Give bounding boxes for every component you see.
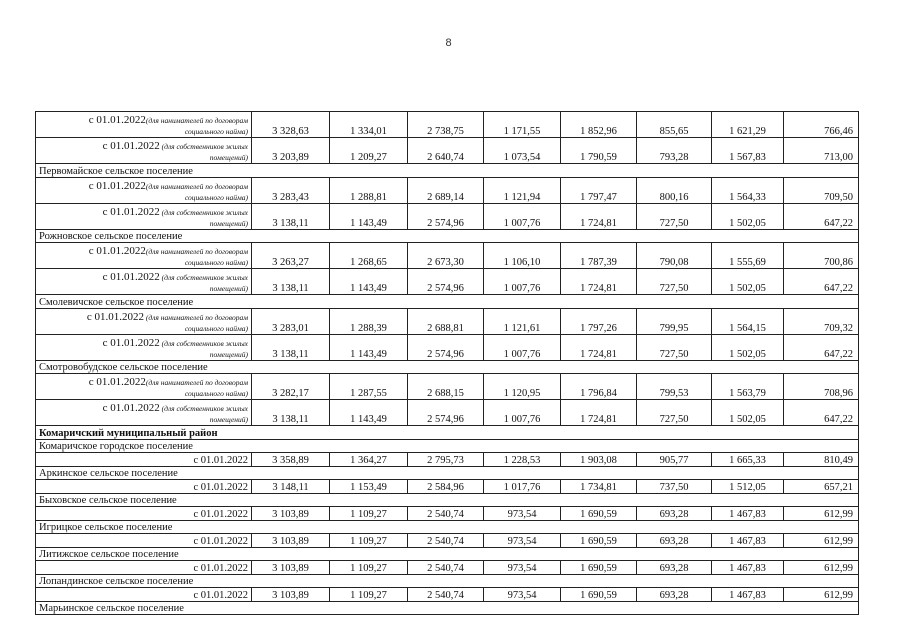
tariff-row <box>36 308 859 334</box>
period-line <box>39 141 248 152</box>
tariff-row <box>36 453 859 467</box>
tariff-row <box>36 334 859 360</box>
tariff-value: 1 143,49 <box>330 334 408 360</box>
settlement-name: Игрицкое сельское поселение <box>36 520 859 534</box>
tariff-value: 3 283,01 <box>252 308 330 334</box>
tariff-value: 647,22 <box>784 400 859 426</box>
tariff-period-label <box>36 400 252 426</box>
tariff-value: 1 690,59 <box>561 534 637 548</box>
period-line <box>39 115 248 126</box>
tariff-value: 1 467,83 <box>712 561 784 575</box>
tariff-value: 3 282,17 <box>252 374 330 400</box>
tariff-value: 3 358,89 <box>252 453 330 467</box>
settlement-name: Литижское сельское поселение <box>36 547 859 561</box>
tariff-value: 647,22 <box>784 334 859 360</box>
tariff-value: 1 209,27 <box>330 138 408 164</box>
tariff-value: 2 574,96 <box>408 269 484 295</box>
tariff-value: 1 288,81 <box>330 177 408 203</box>
tariff-value: 1 171,55 <box>484 112 561 138</box>
tariff-value: 709,50 <box>784 177 859 203</box>
tariff-value: 737,50 <box>637 480 712 494</box>
period-note-continued: социального найма) <box>184 258 248 267</box>
tariff-row <box>36 534 859 548</box>
tariff-value: 1 724,81 <box>561 269 637 295</box>
period-line <box>39 181 248 192</box>
period-date: с 01.01.2022 <box>102 140 160 152</box>
tariff-row <box>36 400 859 426</box>
tariff-value: 3 328,63 <box>252 112 330 138</box>
tariff-value: 1 007,76 <box>484 203 561 229</box>
settlement-name: Лопандинское сельское поселение <box>36 574 859 588</box>
tariff-value: 2 574,96 <box>408 400 484 426</box>
period-note-continued: социального найма) <box>184 389 248 398</box>
tariff-value: 1 621,29 <box>712 112 784 138</box>
tariff-value: 1 903,08 <box>561 453 637 467</box>
tariff-row <box>36 507 859 521</box>
tariff-value: 1 797,26 <box>561 308 637 334</box>
tariff-value: 612,99 <box>784 561 859 575</box>
tariff-value: 1 121,61 <box>484 308 561 334</box>
period-note-continued: помещений) <box>209 284 248 293</box>
tariff-row <box>36 480 859 494</box>
tariff-value: 2 688,15 <box>408 374 484 400</box>
period-note-continued: помещений) <box>209 218 248 228</box>
period-line <box>39 338 248 349</box>
tariff-period-label <box>36 243 252 269</box>
tariff-row <box>36 138 859 164</box>
tariff-value: 3 103,89 <box>252 588 330 602</box>
tariff-value: 1 121,94 <box>484 177 561 203</box>
period-note: (для нанимателей по договорам <box>145 181 248 191</box>
settlement-row <box>36 547 859 561</box>
tariff-period-label: с 01.01.2022 <box>36 561 252 575</box>
tariff-value: 3 283,43 <box>252 177 330 203</box>
tariff-period-label <box>36 269 252 295</box>
tariff-value: 799,95 <box>637 308 712 334</box>
tariff-period-label: с 01.01.2022 <box>36 588 252 602</box>
tariff-value: 2 738,75 <box>408 112 484 138</box>
tariff-value: 1 109,27 <box>330 507 408 521</box>
tariff-value: 2 673,30 <box>408 243 484 269</box>
tariff-value: 1 567,83 <box>712 138 784 164</box>
tariff-value: 1 143,49 <box>330 203 408 229</box>
settlement-name: Смолевичское сельское поселение <box>36 295 859 309</box>
tariff-value: 1 797,47 <box>561 177 637 203</box>
tariff-value: 3 138,11 <box>252 400 330 426</box>
tariff-row <box>36 177 859 203</box>
tariff-value: 1 502,05 <box>712 269 784 295</box>
tariff-period-label <box>36 138 252 164</box>
period-note: (для нанимателей по договорам <box>145 378 248 387</box>
tariff-value: 2 574,96 <box>408 203 484 229</box>
tariff-value: 727,50 <box>637 334 712 360</box>
tariff-period-label: с 01.01.2022 <box>36 480 252 494</box>
settlement-row <box>36 439 859 453</box>
tariff-value: 1 787,39 <box>561 243 637 269</box>
tariff-value: 1 467,83 <box>712 507 784 521</box>
tariff-row <box>36 269 859 295</box>
settlement-row <box>36 164 859 178</box>
tariff-value: 1 734,81 <box>561 480 637 494</box>
tariff-period-label: с 01.01.2022 <box>36 453 252 467</box>
period-note-continued: помещений) <box>209 153 248 162</box>
settlement-name: Быховское сельское поселение <box>36 493 859 507</box>
tariff-value: 1 143,49 <box>330 269 408 295</box>
tariff-period-label <box>36 374 252 400</box>
tariff-value: 1 017,76 <box>484 480 561 494</box>
tariff-value: 657,21 <box>784 480 859 494</box>
settlement-row <box>36 493 859 507</box>
tariff-value: 973,54 <box>484 561 561 575</box>
tariff-row <box>36 374 859 400</box>
tariff-value: 693,28 <box>637 507 712 521</box>
period-note: (для собственников жилых <box>159 404 248 413</box>
tariff-value: 3 103,89 <box>252 507 330 521</box>
settlement-name: Смотровобудское сельское поселение <box>36 360 859 374</box>
tariff-value: 973,54 <box>484 588 561 602</box>
tariff-value: 1 467,83 <box>712 588 784 602</box>
period-note-continued: помещений) <box>209 415 248 424</box>
tariff-value: 1 724,81 <box>561 334 637 360</box>
tariff-value: 727,50 <box>637 269 712 295</box>
settlement-row <box>36 466 859 480</box>
tariff-value: 1 268,65 <box>330 243 408 269</box>
settlement-row <box>36 520 859 534</box>
tariff-value: 1 724,81 <box>561 203 637 229</box>
period-note: (для собственников жилых <box>159 142 248 151</box>
period-line <box>39 312 248 323</box>
tariff-value: 799,53 <box>637 374 712 400</box>
tariff-row <box>36 203 859 229</box>
tariff-value: 1 724,81 <box>561 400 637 426</box>
tariff-value: 1 690,59 <box>561 588 637 602</box>
period-date: с 01.01.2022 <box>88 114 146 126</box>
tariff-value: 1 007,76 <box>484 269 561 295</box>
district-name: Комаричский муниципальный район <box>36 426 859 440</box>
tariff-value: 2 689,14 <box>408 177 484 203</box>
period-date: с 01.01.2022 <box>86 310 144 323</box>
tariff-table <box>35 111 859 615</box>
tariff-value: 1 120,95 <box>484 374 561 400</box>
tariff-value: 905,77 <box>637 453 712 467</box>
tariff-value: 2 540,74 <box>408 534 484 548</box>
tariff-value: 1 564,33 <box>712 177 784 203</box>
tariff-value: 1 690,59 <box>561 507 637 521</box>
tariff-value: 1 796,84 <box>561 374 637 400</box>
period-date: с 01.01.2022 <box>88 179 146 192</box>
tariff-value: 793,28 <box>637 138 712 164</box>
tariff-value: 1 109,27 <box>330 534 408 548</box>
tariff-period-label <box>36 112 252 138</box>
tariff-value: 1 288,39 <box>330 308 408 334</box>
period-line <box>39 272 248 283</box>
tariff-value: 1 790,59 <box>561 138 637 164</box>
settlement-name: Марьинское сельское поселение <box>36 601 859 615</box>
tariff-value: 1 334,01 <box>330 112 408 138</box>
tariff-value: 709,32 <box>784 308 859 334</box>
tariff-value: 1 563,79 <box>712 374 784 400</box>
settlement-name: Комаричское городское поселение <box>36 439 859 453</box>
period-note: (для собственников жилых <box>159 273 248 282</box>
tariff-value: 766,46 <box>784 112 859 138</box>
page-number: 8 <box>445 37 452 49</box>
tariff-value: 1 287,55 <box>330 374 408 400</box>
tariff-value: 973,54 <box>484 507 561 521</box>
tariff-row <box>36 112 859 138</box>
tariff-value: 1 555,69 <box>712 243 784 269</box>
tariff-value: 727,50 <box>637 203 712 229</box>
tariff-value: 1 153,49 <box>330 480 408 494</box>
tariff-value: 1 364,27 <box>330 453 408 467</box>
tariff-value: 810,49 <box>784 453 859 467</box>
tariff-value: 3 138,11 <box>252 269 330 295</box>
period-note: (для собственников жилых <box>159 207 248 217</box>
period-note: (для нанимателей по договорам <box>143 312 248 322</box>
tariff-value: 2 540,74 <box>408 588 484 602</box>
tariff-value: 1 228,53 <box>484 453 561 467</box>
tariff-period-label <box>36 177 252 203</box>
period-date: с 01.01.2022 <box>102 205 160 218</box>
tariff-value: 2 574,96 <box>408 334 484 360</box>
tariff-value: 700,86 <box>784 243 859 269</box>
tariff-value: 1 512,05 <box>712 480 784 494</box>
tariff-value: 647,22 <box>784 269 859 295</box>
tariff-value: 2 795,73 <box>408 453 484 467</box>
period-date: с 01.01.2022 <box>102 271 160 283</box>
tariff-value: 1 106,10 <box>484 243 561 269</box>
settlement-row <box>36 574 859 588</box>
tariff-value: 1 502,05 <box>712 400 784 426</box>
period-note-continued: помещений) <box>209 349 248 359</box>
tariff-value: 1 502,05 <box>712 203 784 229</box>
district-row <box>36 426 859 440</box>
tariff-value: 708,96 <box>784 374 859 400</box>
tariff-value: 647,22 <box>784 203 859 229</box>
tariff-value: 3 138,11 <box>252 203 330 229</box>
tariff-value: 1 564,15 <box>712 308 784 334</box>
tariff-value: 713,00 <box>784 138 859 164</box>
tariff-value: 973,54 <box>484 534 561 548</box>
tariff-value: 693,28 <box>637 561 712 575</box>
tariff-value: 3 148,11 <box>252 480 330 494</box>
period-date: с 01.01.2022 <box>102 336 160 349</box>
tariff-value: 2 540,74 <box>408 561 484 575</box>
period-note: (для нанимателей по договорам <box>145 116 248 125</box>
period-note-continued: социального найма) <box>184 192 248 202</box>
tariff-row <box>36 561 859 575</box>
tariff-row <box>36 243 859 269</box>
tariff-row <box>36 588 859 602</box>
tariff-value: 1 143,49 <box>330 400 408 426</box>
tariff-value: 727,50 <box>637 400 712 426</box>
tariff-period-label <box>36 308 252 334</box>
settlement-row <box>36 601 859 615</box>
period-line <box>39 377 248 388</box>
period-line <box>39 403 248 414</box>
tariff-value: 2 688,81 <box>408 308 484 334</box>
tariff-value: 612,99 <box>784 534 859 548</box>
tariff-value: 2 584,96 <box>408 480 484 494</box>
tariff-period-label: с 01.01.2022 <box>36 534 252 548</box>
settlement-name: Первомайское сельское поселение <box>36 164 859 178</box>
tariff-value: 3 103,89 <box>252 561 330 575</box>
tariff-value: 3 138,11 <box>252 334 330 360</box>
period-note: (для нанимателей по договорам <box>145 247 248 256</box>
period-note: (для собственников жилых <box>159 338 248 348</box>
period-date: с 01.01.2022 <box>88 245 146 257</box>
period-date: с 01.01.2022 <box>88 376 146 388</box>
period-line <box>39 207 248 218</box>
tariff-value: 1 007,76 <box>484 400 561 426</box>
settlement-row <box>36 360 859 374</box>
tariff-value: 800,16 <box>637 177 712 203</box>
tariff-value: 2 640,74 <box>408 138 484 164</box>
tariff-value: 1 109,27 <box>330 588 408 602</box>
tariff-value: 3 103,89 <box>252 534 330 548</box>
settlement-row <box>36 229 859 243</box>
tariff-period-label: с 01.01.2022 <box>36 507 252 521</box>
tariff-value: 1 665,33 <box>712 453 784 467</box>
tariff-value: 693,28 <box>637 534 712 548</box>
settlement-name: Аркинское сельское поселение <box>36 466 859 480</box>
tariff-value: 1 502,05 <box>712 334 784 360</box>
tariff-value: 1 690,59 <box>561 561 637 575</box>
period-note-continued: социального найма) <box>184 127 248 136</box>
tariff-value: 1 467,83 <box>712 534 784 548</box>
tariff-value: 3 203,89 <box>252 138 330 164</box>
tariff-value: 1 109,27 <box>330 561 408 575</box>
tariff-period-label <box>36 334 252 360</box>
settlement-row <box>36 295 859 309</box>
settlement-name: Рожновское сельское поселение <box>36 229 859 243</box>
tariff-value: 1 073,54 <box>484 138 561 164</box>
period-note-continued: социального найма) <box>184 323 248 333</box>
tariff-value: 612,99 <box>784 588 859 602</box>
period-date: с 01.01.2022 <box>102 402 160 414</box>
tariff-value: 612,99 <box>784 507 859 521</box>
tariff-value: 693,28 <box>637 588 712 602</box>
tariff-value: 1 852,96 <box>561 112 637 138</box>
tariff-value: 2 540,74 <box>408 507 484 521</box>
tariff-value: 1 007,76 <box>484 334 561 360</box>
tariff-period-label <box>36 203 252 229</box>
tariff-table-body <box>36 112 859 615</box>
tariff-value: 3 263,27 <box>252 243 330 269</box>
tariff-value: 855,65 <box>637 112 712 138</box>
period-line <box>39 246 248 257</box>
tariff-value: 790,08 <box>637 243 712 269</box>
